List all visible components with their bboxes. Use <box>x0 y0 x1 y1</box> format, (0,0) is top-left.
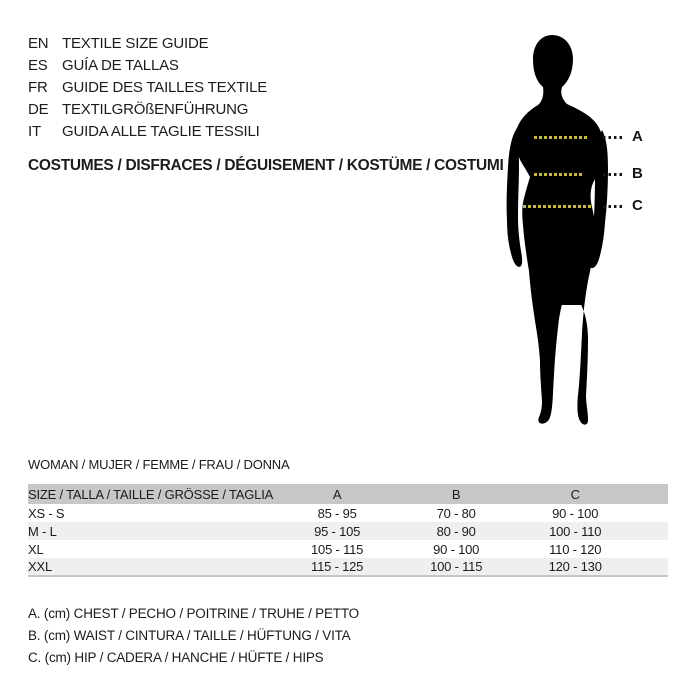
language-row-es <box>28 55 267 77</box>
table-section-title: WOMAN / MUJER / FEMME / FRAU / DONNA <box>28 457 290 472</box>
waist-measure-line <box>534 173 583 176</box>
size-table <box>28 484 668 577</box>
header-row <box>28 484 668 504</box>
size-cell: M - L <box>28 523 57 539</box>
header-size-label: SIZE / TALLA / TAILLE / GRÖSSE / TAGLIA <box>28 486 274 502</box>
table-row-xs-s <box>28 504 668 522</box>
waist-cell: 100 - 115 <box>430 559 483 574</box>
language-row-fr <box>28 77 267 99</box>
category-title: COSTUMES / DISFRACES / DÉGUISEMENT / KOSTÜME / COSTUMI <box>28 157 504 174</box>
language-row-de <box>28 98 267 120</box>
waist-cell: 90 - 100 <box>433 541 480 557</box>
hip-cell: 110 - 120 <box>549 541 602 557</box>
header-col-a: A <box>332 486 342 502</box>
chest-measure-line <box>534 136 589 139</box>
measurement-legend <box>28 603 359 669</box>
hip-cell: 90 - 100 <box>552 505 599 521</box>
size-cell: XS - S <box>28 505 65 521</box>
waist-leader-line <box>603 173 625 176</box>
legend-chest: A. (cm) CHEST / PECHO / POITRINE / TRUHE / PETTO <box>28 606 359 621</box>
language-label: GUÍA DE TALLAS <box>62 57 179 75</box>
spacer-cell <box>635 540 668 558</box>
marker-label-a: A <box>632 128 643 145</box>
spacer-cell <box>635 522 668 540</box>
legend-waist: B. (cm) WAIST / CINTURA / TAILLE / HÜFTUNG / VITA <box>28 628 351 643</box>
language-list <box>28 33 267 142</box>
language-row-it <box>28 120 267 142</box>
header-spacer <box>635 484 668 504</box>
language-code: ES <box>28 57 48 75</box>
hip-measure-line <box>523 205 591 208</box>
table-row-xxl <box>28 558 668 576</box>
language-label: TEXTILE SIZE GUIDE <box>62 35 209 53</box>
spacer-cell <box>635 504 668 522</box>
language-code: FR <box>28 78 48 96</box>
table-row-m-l <box>28 522 668 540</box>
language-label: TEXTILGRÖßENFÜHRUNG <box>62 100 249 118</box>
header-col-b: B <box>451 486 461 502</box>
table-row-xl <box>28 540 668 558</box>
hip-leader-line <box>603 205 625 208</box>
marker-label-b: B <box>632 165 643 182</box>
marker-label-c: C <box>632 197 643 214</box>
hip-cell: 100 - 110 <box>549 523 602 539</box>
language-code: IT <box>28 122 41 140</box>
size-cell: XL <box>28 541 44 557</box>
chest-cell: 105 - 115 <box>311 541 364 557</box>
spacer-cell <box>635 558 668 576</box>
header-col-c: C <box>570 486 580 502</box>
language-label: GUIDA ALLE TAGLIE TESSILI <box>62 122 260 140</box>
language-code: EN <box>28 35 49 53</box>
language-code: DE <box>28 100 49 118</box>
chest-cell: 115 - 125 <box>311 559 364 574</box>
language-label: GUIDE DES TAILLES TEXTILE <box>62 78 268 96</box>
size-table-header <box>28 484 668 504</box>
language-row-en <box>28 33 267 55</box>
chest-cell: 95 - 105 <box>314 523 361 539</box>
chest-cell: 85 - 95 <box>317 505 357 521</box>
woman-silhouette-figure <box>495 33 625 428</box>
woman-silhouette-icon <box>495 33 625 428</box>
size-cell: XXL <box>28 559 52 574</box>
hip-cell: 120 - 130 <box>548 559 602 574</box>
legend-hip: C. (cm) HIP / CADERA / HANCHE / HÜFTE / HIPS <box>28 650 324 665</box>
waist-cell: 70 - 80 <box>436 505 476 521</box>
waist-cell: 80 - 90 <box>436 523 476 539</box>
size-table-body <box>28 504 668 576</box>
chest-leader-line <box>603 136 625 139</box>
